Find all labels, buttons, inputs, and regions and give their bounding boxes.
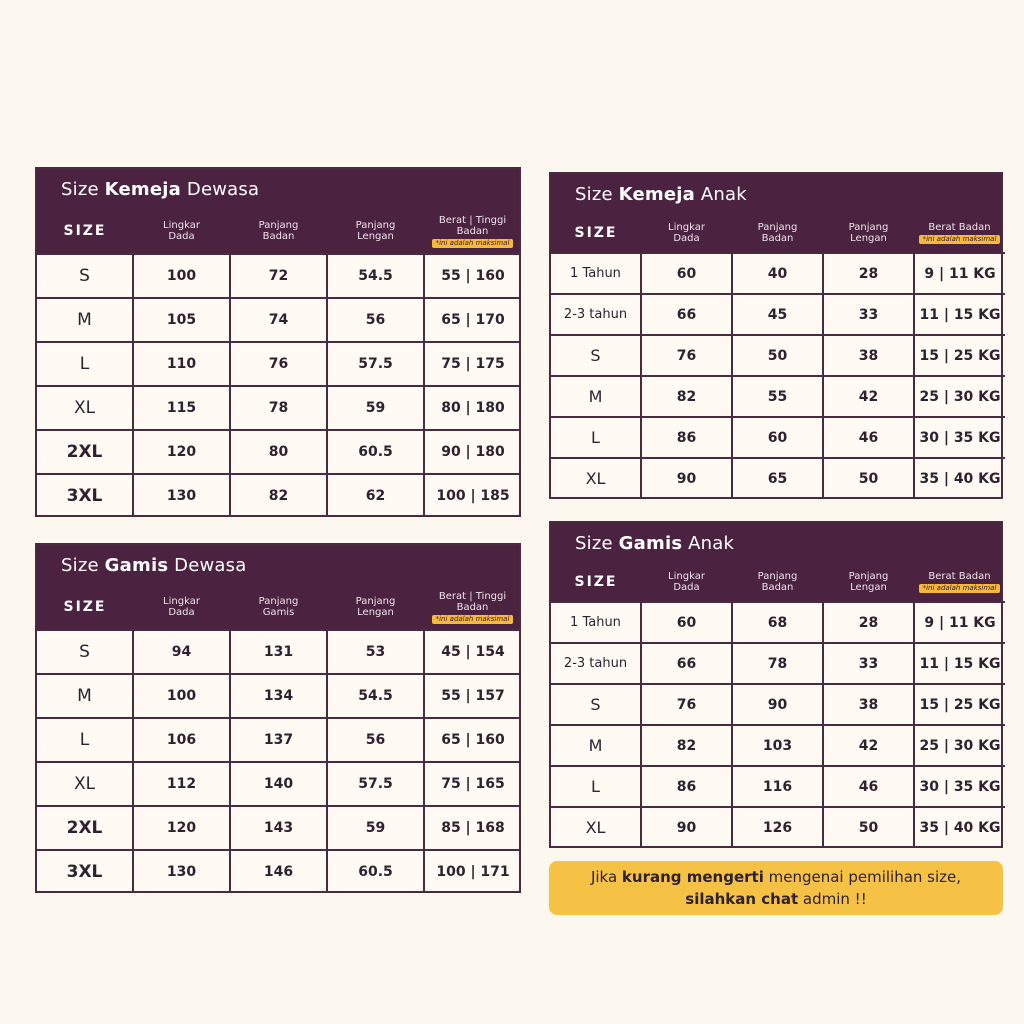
measure-cell: 60: [641, 602, 732, 643]
measure-cell: 110: [133, 342, 230, 386]
measure-cell: 65 | 160: [424, 718, 521, 762]
size-table-body: [37, 253, 521, 517]
measure-cell: 60: [641, 253, 732, 294]
measure-cell: 56: [327, 298, 424, 342]
measure-cell: 55 | 160: [424, 254, 521, 298]
column-header-label: Panjang Badan: [757, 571, 798, 593]
measure-cell: 90 | 180: [424, 430, 521, 474]
measure-cell: 80 | 180: [424, 386, 521, 430]
measure-cell: 50: [823, 458, 914, 498]
measure-cell: 68: [732, 602, 823, 643]
column-header: [424, 585, 521, 629]
max-note-badge: *ini adalah maksimal: [919, 584, 1001, 593]
measure-cell: 100 | 185: [424, 474, 521, 517]
column-header: [914, 214, 1005, 252]
measure-cell: 30 | 35 KG: [914, 766, 1005, 807]
measure-cell: 82: [641, 725, 732, 766]
measure-cell: 42: [823, 725, 914, 766]
table-row: [37, 386, 521, 430]
size-cell: S: [551, 684, 641, 725]
table-header: [551, 174, 1001, 252]
column-header: [823, 563, 914, 601]
column-header-size: SIZE: [63, 222, 107, 239]
measure-cell: 11 | 15 KG: [914, 643, 1005, 684]
measure-cell: 103: [732, 725, 823, 766]
column-header: [732, 214, 823, 252]
measure-cell: 120: [133, 430, 230, 474]
size-cell: L: [37, 342, 133, 386]
column-header: [230, 209, 327, 253]
measure-cell: 60: [732, 417, 823, 458]
measure-cell: 105: [133, 298, 230, 342]
size-cell: L: [37, 718, 133, 762]
size-cell: 1 Tahun: [551, 253, 641, 294]
table-header: [37, 169, 519, 253]
table-row: [551, 335, 1005, 376]
size-cell: L: [551, 417, 641, 458]
column-header: [424, 209, 521, 253]
measure-cell: 80: [230, 430, 327, 474]
measure-cell: 59: [327, 386, 424, 430]
measure-cell: 126: [732, 807, 823, 847]
measure-cell: 55 | 157: [424, 674, 521, 718]
table-title: Size Kemeja Dewasa: [61, 179, 260, 200]
table-row: [551, 807, 1005, 847]
column-header: [230, 585, 327, 629]
measure-cell: 86: [641, 417, 732, 458]
help-text-3: admin !!: [798, 890, 867, 908]
measure-cell: 78: [230, 386, 327, 430]
column-header-label: Berat Badan: [928, 222, 991, 233]
measure-cell: 131: [230, 630, 327, 674]
measure-cell: 82: [641, 376, 732, 417]
measure-cell: 72: [230, 254, 327, 298]
size-table-gamis-dewasa: [35, 543, 521, 893]
measure-cell: 120: [133, 806, 230, 850]
measure-cell: 62: [327, 474, 424, 517]
measure-cell: 78: [732, 643, 823, 684]
table-title: Size Kemeja Anak: [575, 184, 747, 205]
help-text-1: Jika: [590, 868, 622, 886]
column-header-label: Berat | Tinggi Badan: [438, 590, 507, 613]
measure-cell: 90: [641, 807, 732, 847]
measure-cell: 38: [823, 684, 914, 725]
column-header-label: Panjang Lengan: [355, 220, 396, 242]
size-cell: XL: [37, 386, 133, 430]
measure-cell: 9 | 11 KG: [914, 253, 1005, 294]
measure-cell: 40: [732, 253, 823, 294]
size-table-gamis-anak: [549, 521, 1003, 848]
measure-cell: 130: [133, 850, 230, 893]
measure-cell: 53: [327, 630, 424, 674]
table-header: [551, 523, 1001, 601]
measure-cell: 100 | 171: [424, 850, 521, 893]
table-row: [551, 376, 1005, 417]
measure-cell: 100: [133, 674, 230, 718]
measure-cell: 57.5: [327, 762, 424, 806]
measure-cell: 45: [732, 294, 823, 335]
measure-cell: 65 | 170: [424, 298, 521, 342]
column-header-label: Berat | Tinggi Badan: [438, 214, 507, 237]
measure-cell: 90: [641, 458, 732, 498]
help-note-text: [591, 866, 961, 910]
table-row: [37, 806, 521, 850]
measure-cell: 60.5: [327, 430, 424, 474]
measure-cell: 66: [641, 643, 732, 684]
column-header-label: Berat Badan: [928, 571, 991, 582]
measure-cell: 54.5: [327, 254, 424, 298]
table-row: [37, 850, 521, 893]
table-row: [37, 298, 521, 342]
measure-cell: 50: [823, 807, 914, 847]
measure-cell: 25 | 30 KG: [914, 725, 1005, 766]
table-row: [551, 684, 1005, 725]
help-text-bold-1: kurang mengerti: [621, 868, 764, 886]
measure-cell: 46: [823, 766, 914, 807]
measure-cell: 66: [641, 294, 732, 335]
measure-cell: 56: [327, 718, 424, 762]
measure-cell: 106: [133, 718, 230, 762]
measure-cell: 38: [823, 335, 914, 376]
measure-cell: 76: [641, 684, 732, 725]
table-row: [551, 253, 1005, 294]
column-header-size: SIZE: [574, 224, 618, 241]
measure-cell: 100: [133, 254, 230, 298]
measure-cell: 143: [230, 806, 327, 850]
size-cell: XL: [37, 762, 133, 806]
column-header: [327, 585, 424, 629]
size-cell: M: [551, 725, 641, 766]
measure-cell: 146: [230, 850, 327, 893]
column-header-label: Panjang Badan: [258, 220, 299, 242]
measure-cell: 33: [823, 294, 914, 335]
size-cell: M: [37, 298, 133, 342]
measure-cell: 75 | 175: [424, 342, 521, 386]
measure-cell: 42: [823, 376, 914, 417]
measure-cell: 54.5: [327, 674, 424, 718]
measure-cell: 11 | 15 KG: [914, 294, 1005, 335]
measure-cell: 55: [732, 376, 823, 417]
table-row: [551, 458, 1005, 498]
table-row: [551, 602, 1005, 643]
column-header-label: Panjang Badan: [757, 222, 798, 244]
measure-cell: 33: [823, 643, 914, 684]
max-note-badge: *ini adalah maksimal: [432, 615, 514, 624]
measure-cell: 94: [133, 630, 230, 674]
column-header-label: Panjang Lengan: [848, 571, 889, 593]
measure-cell: 59: [327, 806, 424, 850]
table-row: [37, 342, 521, 386]
table-row: [37, 630, 521, 674]
column-header-label: Panjang Lengan: [355, 596, 396, 618]
column-header: [641, 214, 732, 252]
table-row: [37, 762, 521, 806]
measure-cell: 76: [641, 335, 732, 376]
column-header-label: Lingkar Dada: [163, 220, 200, 242]
size-cell: XL: [551, 807, 641, 847]
size-table-body: [551, 601, 1005, 847]
column-header: [914, 563, 1005, 601]
table-title: Size Gamis Anak: [575, 533, 735, 554]
max-note-badge: *ini adalah maksimal: [919, 235, 1001, 244]
size-table-kemeja-dewasa: [35, 167, 521, 517]
table-row: [37, 674, 521, 718]
measure-cell: 45 | 154: [424, 630, 521, 674]
measure-cell: 15 | 25 KG: [914, 335, 1005, 376]
measure-cell: 75 | 165: [424, 762, 521, 806]
column-header: [133, 209, 230, 253]
max-note-badge: *ini adalah maksimal: [432, 239, 514, 248]
size-cell: XL: [551, 458, 641, 498]
size-table-kemeja-anak: [549, 172, 1003, 499]
measure-cell: 116: [732, 766, 823, 807]
measure-cell: 60.5: [327, 850, 424, 893]
size-cell: S: [551, 335, 641, 376]
table-row: [551, 294, 1005, 335]
measure-cell: 76: [230, 342, 327, 386]
column-header: [327, 209, 424, 253]
size-cell: 1 Tahun: [551, 602, 641, 643]
help-text-2: mengenai pemilihan size,: [763, 868, 962, 886]
size-cell: 2-3 tahun: [551, 643, 641, 684]
measure-cell: 140: [230, 762, 327, 806]
measure-cell: 112: [133, 762, 230, 806]
column-header: [732, 563, 823, 601]
size-table-body: [551, 252, 1005, 498]
measure-cell: 90: [732, 684, 823, 725]
size-cell: M: [551, 376, 641, 417]
size-cell: S: [37, 254, 133, 298]
table-header: [37, 545, 519, 629]
measure-cell: 35 | 40 KG: [914, 458, 1005, 498]
table-row: [37, 254, 521, 298]
table-title: Size Gamis Dewasa: [61, 555, 247, 576]
measure-cell: 9 | 11 KG: [914, 602, 1005, 643]
column-header-label: Lingkar Dada: [668, 571, 705, 593]
measure-cell: 28: [823, 253, 914, 294]
table-row: [551, 643, 1005, 684]
table-row: [37, 474, 521, 517]
measure-cell: 85 | 168: [424, 806, 521, 850]
size-cell: 2XL: [37, 806, 133, 850]
column-header-label: Lingkar Dada: [668, 222, 705, 244]
size-cell: 2XL: [37, 430, 133, 474]
help-text-bold-2: silahkan chat: [685, 890, 799, 908]
column-header-label: Panjang Lengan: [848, 222, 889, 244]
measure-cell: 46: [823, 417, 914, 458]
measure-cell: 50: [732, 335, 823, 376]
table-row: [551, 725, 1005, 766]
measure-cell: 65: [732, 458, 823, 498]
measure-cell: 74: [230, 298, 327, 342]
column-header-size: SIZE: [63, 598, 107, 615]
size-cell: 2-3 tahun: [551, 294, 641, 335]
table-row: [551, 766, 1005, 807]
column-header: [641, 563, 732, 601]
size-cell: 3XL: [37, 474, 133, 517]
column-header: [133, 585, 230, 629]
measure-cell: 15 | 25 KG: [914, 684, 1005, 725]
measure-cell: 25 | 30 KG: [914, 376, 1005, 417]
measure-cell: 82: [230, 474, 327, 517]
measure-cell: 28: [823, 602, 914, 643]
size-cell: S: [37, 630, 133, 674]
measure-cell: 30 | 35 KG: [914, 417, 1005, 458]
help-note: [549, 861, 1003, 915]
table-row: [37, 430, 521, 474]
size-cell: 3XL: [37, 850, 133, 893]
table-row: [551, 417, 1005, 458]
measure-cell: 35 | 40 KG: [914, 807, 1005, 847]
measure-cell: 115: [133, 386, 230, 430]
column-header-size: SIZE: [574, 573, 618, 590]
measure-cell: 130: [133, 474, 230, 517]
size-cell: M: [37, 674, 133, 718]
column-header-label: Lingkar Dada: [163, 596, 200, 618]
measure-cell: 134: [230, 674, 327, 718]
measure-cell: 137: [230, 718, 327, 762]
column-header: [823, 214, 914, 252]
size-table-body: [37, 629, 521, 893]
column-header-label: Panjang Gamis: [258, 596, 299, 618]
size-cell: L: [551, 766, 641, 807]
measure-cell: 57.5: [327, 342, 424, 386]
measure-cell: 86: [641, 766, 732, 807]
table-row: [37, 718, 521, 762]
